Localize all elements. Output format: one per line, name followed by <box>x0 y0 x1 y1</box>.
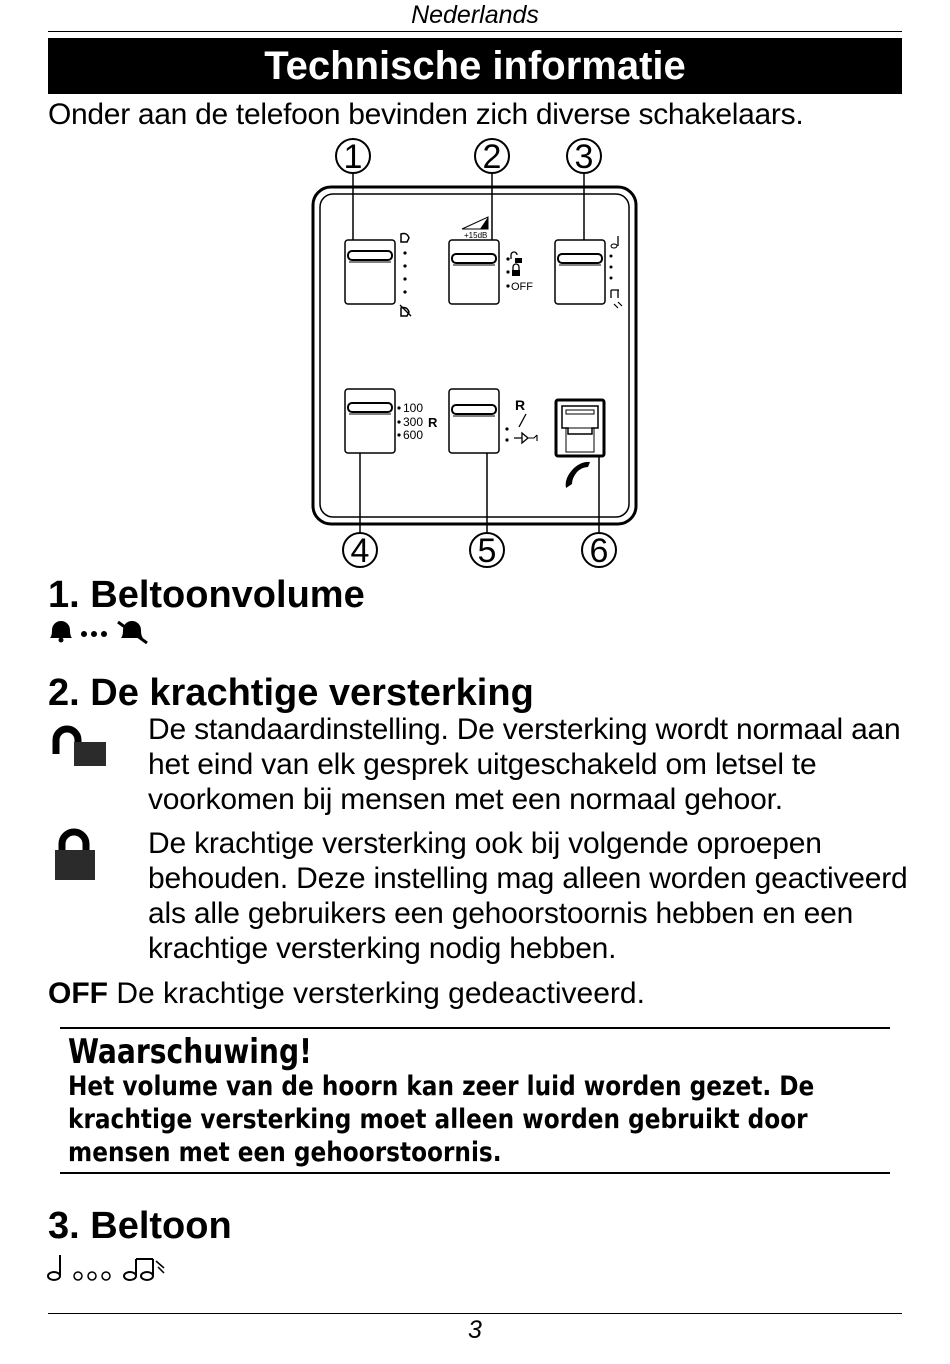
page-title: Technische informatie <box>48 38 902 94</box>
svg-text:4: 4 <box>350 532 370 570</box>
amplification-modes-icon <box>506 252 533 293</box>
svg-text:6: 6 <box>589 532 609 570</box>
svg-text:1: 1 <box>343 138 363 176</box>
svg-text:R: R <box>515 397 526 413</box>
ring-volume-scale-icon <box>400 234 411 317</box>
switch-diagram <box>300 130 660 580</box>
svg-text:R: R <box>428 415 438 430</box>
off-text: De krachtige versterking gedeactiveerd. <box>108 977 645 1010</box>
warning-bottom-rule <box>60 1172 890 1174</box>
warning-body: Het volume van de hoorn kan zeer luid worden gezet. De krachtige versterking moet alleen worden gebruikt door mensen met een gehoorstoornis. <box>68 1071 815 1168</box>
svg-text:2: 2 <box>482 138 502 176</box>
callout-1 <box>336 138 370 176</box>
section-2-heading: 2. De krachtige versterking <box>48 672 534 714</box>
locked-padlock-icon <box>52 828 98 882</box>
switch-amplification[interactable] <box>449 240 499 304</box>
warning-top-rule <box>60 1027 890 1029</box>
svg-text:OFF: OFF <box>511 281 533 293</box>
callout-2 <box>475 138 509 176</box>
svg-text:300: 300 <box>403 415 424 429</box>
ring-tone-scale-icon <box>610 236 623 308</box>
note-dots-notes-icon <box>46 1251 176 1283</box>
unlocked-padlock-icon <box>50 722 110 770</box>
callout-4 <box>343 532 377 570</box>
section-3-heading: 3. Beltoon <box>48 1205 232 1247</box>
handset-icon <box>566 462 590 488</box>
switch-ring-tone[interactable] <box>555 240 605 304</box>
svg-text:600: 600 <box>403 428 424 442</box>
off-description <box>48 976 645 1012</box>
switch-ring-volume[interactable] <box>345 240 395 304</box>
svg-text:100: 100 <box>403 401 424 415</box>
svg-text:+15dB: +15dB <box>464 231 488 240</box>
callout-3 <box>567 138 601 176</box>
boost-ramp-icon <box>462 217 488 240</box>
svg-text:5: 5 <box>477 532 497 570</box>
bell-dots-muted-bell-icon <box>48 618 150 644</box>
off-label: OFF <box>48 977 108 1010</box>
callout-6 <box>582 532 616 570</box>
unlocked-description: De standaardinstelling. De versterking wordt normaal aan het eind van elk gesprek uitgeschakeld om letsel te voorkomen bij mensen met een normaal gehoor. <box>148 713 901 816</box>
recall-values-label <box>397 401 438 442</box>
intro-text: Onder aan de telefoon bevinden zich diverse schakelaars. <box>48 98 804 131</box>
callout-5 <box>470 532 504 570</box>
warning-title: Waarschuwing! <box>68 1032 312 1072</box>
locked-description: De krachtige versterking ook bij volgende oproepen behouden. Deze instelling mag alleen worden geactiveerd als alle gebruikers een gehoorstoornis hebben en een krachtige versterking nodig hebben. <box>148 827 908 965</box>
switch-recall-time[interactable] <box>345 389 395 453</box>
r-key-mode-icon <box>505 397 537 443</box>
header-rule <box>48 31 902 32</box>
switch-r-key-mode[interactable] <box>449 389 499 453</box>
page-number: 3 <box>468 1316 482 1344</box>
language-label: Nederlands <box>411 1 539 29</box>
footer-rule <box>48 1313 902 1314</box>
svg-text:3: 3 <box>574 138 594 176</box>
line-socket[interactable] <box>556 400 604 456</box>
section-1-heading: 1. Beltoonvolume <box>48 574 365 616</box>
